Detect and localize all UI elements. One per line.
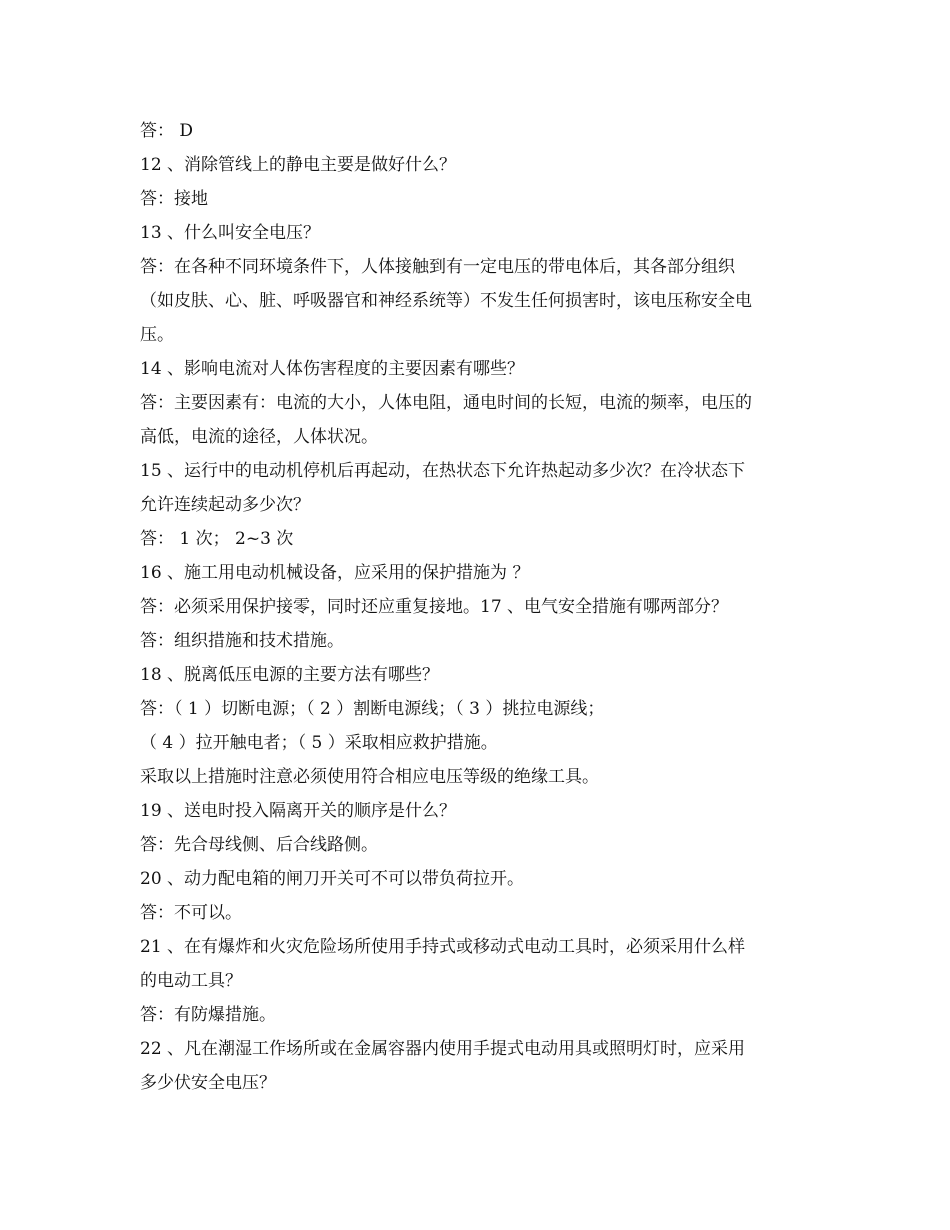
answer-line: （如皮肤、心、脏、呼吸器官和神经系统等）不发生任何损害时，该电压称安全电	[140, 291, 752, 311]
question-line: 多少伏安全电压？	[140, 1073, 276, 1093]
document-body	[140, 114, 820, 1100]
answer-line: 答：不可以。	[140, 903, 242, 923]
question-line: 20 、动力配电箱的闸刀开关可不可以带负荷拉开。	[140, 869, 525, 889]
answer-line: 答：必须采用保护接零，同时还应重复接地。17 、电气安全措施有哪两部分？	[140, 597, 729, 617]
question-line: 允许连续起动多少次？	[140, 495, 310, 515]
question-line: 的电动工具？	[140, 971, 242, 991]
answer-line: 答：组织措施和技术措施。	[140, 631, 344, 651]
question-line: 12 、消除管线上的静电主要是做好什么？	[140, 155, 457, 175]
question-line: 21 、在有爆炸和火灾危险场所使用手持式或移动式电动工具时，必须采用什么样	[140, 937, 746, 957]
answer-line: 高低，电流的途径，人体状况。	[140, 427, 378, 447]
note-line: 采取以上措施时注意必须使用符合相应电压等级的绝缘工具。	[140, 767, 599, 787]
question-line: 22 、凡在潮湿工作场所或在金属容器内使用手提式电动用具或照明灯时，应采用	[140, 1039, 746, 1059]
question-line: 14 、影响电流对人体伤害程度的主要因素有哪些？	[140, 359, 525, 379]
question-line: 18 、脱离低压电源的主要方法有哪些？	[140, 665, 440, 685]
question-line: 15 、运行中的电动机停机后再起动，在热状态下允许热起动多少次？在冷状态下	[140, 461, 746, 481]
answer-line: 答： 1 次； 2~3 次	[140, 529, 294, 549]
question-line: 16 、施工用电动机械设备，应采用的保护措施为 ？	[140, 563, 530, 583]
answer-line: 答：接地	[140, 189, 208, 209]
answer-line: 答：主要因素有：电流的大小，人体电阻，通电时间的长短，电流的频率，电压的	[140, 393, 752, 413]
answer-line: 答：先合母线侧、后合线路侧。	[140, 835, 378, 855]
text-line: 答： D	[140, 121, 194, 141]
answer-line: 答：在各种不同环境条件下，人体接触到有一定电压的带电体后，其各部分组织	[140, 257, 735, 277]
answer-line: 答：有防爆措施。	[140, 1005, 276, 1025]
answer-line: （ 4 ）拉开触电者；（ 5 ）采取相应救护措施。	[140, 733, 498, 753]
answer-line: 答：（ 1 ）切断电源；（ 2 ）割断电源线；（ 3 ）挑拉电源线；	[140, 699, 605, 719]
answer-line: 压。	[140, 325, 174, 345]
question-line: 13 、什么叫安全电压？	[140, 223, 321, 243]
question-line: 19 、送电时投入隔离开关的顺序是什么？	[140, 801, 457, 821]
